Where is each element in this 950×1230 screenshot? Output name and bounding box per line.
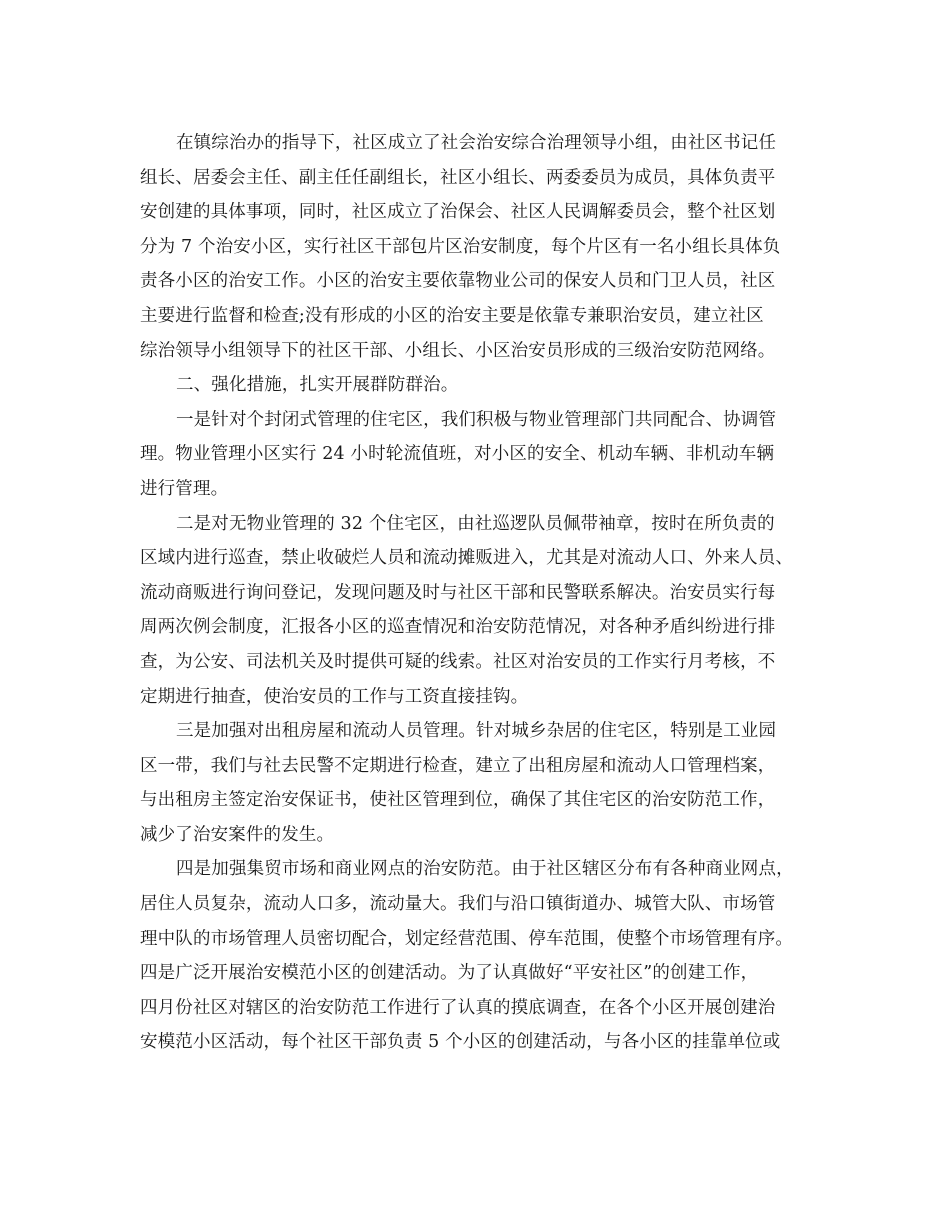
text-line: 综治领导小组领导下的社区干部、小组长、小区治安员形成的三级治安防范网络。 xyxy=(140,340,776,361)
text-line: 理中队的市场管理人员密切配合，划定经营范围、停车范围，使整个市场管理有序。 xyxy=(140,928,794,949)
text-line: 减少了治安案件的发生。 xyxy=(140,824,335,845)
text-line: 安模范小区活动，每个社区干部负责 5 个小区的创建活动，与各小区的挂靠单位或 xyxy=(140,1032,781,1053)
text-line: 理。物业管理小区实行 24 小时轮流值班，对小区的安全、机动车辆、非机动车辆 xyxy=(140,444,775,465)
text-line: 二是对无物业管理的 32 个住宅区，由社巡逻队员佩带袖章，按时在所负责的 xyxy=(176,513,775,534)
text-line: 区一带，我们与社去民警不定期进行检查，建立了出租房屋和流动人口管理档案， xyxy=(140,755,776,776)
text-line: 与出租房主签定治安保证书，使社区管理到位，确保了其住宅区的治安防范工作， xyxy=(140,790,776,811)
text-line: 进行管理。 xyxy=(140,478,229,499)
document-body xyxy=(140,126,830,1060)
text-line: 分为 7 个治安小区，实行社区干部包片区治安制度，每个片区有一名小组长具体负 xyxy=(140,236,781,257)
text-line: 流动商贩进行询问登记，发现问题及时与社区干部和民警联系解决。治安员实行每 xyxy=(140,582,776,603)
text-line: 四月份社区对辖区的治安防范工作进行了认真的摸底调查，在各个小区开展创建治 xyxy=(140,997,776,1018)
text-line: 责各小区的治安工作。小区的治安主要依靠物业公司的保安人员和门卫人员，社区 xyxy=(140,271,776,292)
section-heading: 二、强化措施，扎实开展群防群治。 xyxy=(176,375,459,396)
text-line: 主要进行监督和检查;没有形成的小区的治安主要是依靠专兼职治安员，建立社区 xyxy=(140,305,764,326)
text-line: 一是针对个封闭式管理的住宅区，我们积极与物业管理部门共同配合、协调管 xyxy=(176,409,777,430)
text-line: 安创建的具体事项，同时，社区成立了治保会、社区人民调解委员会，整个社区划 xyxy=(140,202,776,223)
text-line: 查，为公安、司法机关及时提供可疑的线索。社区对治安员的工作实行月考核，不 xyxy=(140,651,776,672)
text-line: 定期进行抽查，使治安员的工作与工资直接挂钩。 xyxy=(140,686,529,707)
text-line: 周两次例会制度，汇报各小区的巡查情况和治安防范情况，对各种矛盾纠纷进行排 xyxy=(140,617,776,638)
text-line: 区域内进行巡查，禁止收破烂人员和流动摊贩进入，尤其是对流动人口、外来人员、 xyxy=(140,548,794,569)
text-line: 在镇综治办的指导下，社区成立了社会治安综合治理领导小组，由社区书记任 xyxy=(176,133,777,153)
text-line: 组长、居委会主任、副主任任副组长，社区小组长、两委委员为成员，具体负责平 xyxy=(140,167,776,188)
text-line: 三是加强对出租房屋和流动人员管理。针对城乡杂居的住宅区，特别是工业园 xyxy=(176,721,777,742)
text-line: 居住人员复杂，流动人口多，流动量大。我们与沿口镇街道办、城管大队、市场管 xyxy=(140,894,776,915)
text-line: 四是广泛开展治安模范小区的创建活动。为了认真做好“平安社区”的创建工作， xyxy=(140,963,759,984)
text-line: 四是加强集贸市场和商业网点的治安防范。由于社区辖区分布有各种商业网点， xyxy=(176,859,794,880)
